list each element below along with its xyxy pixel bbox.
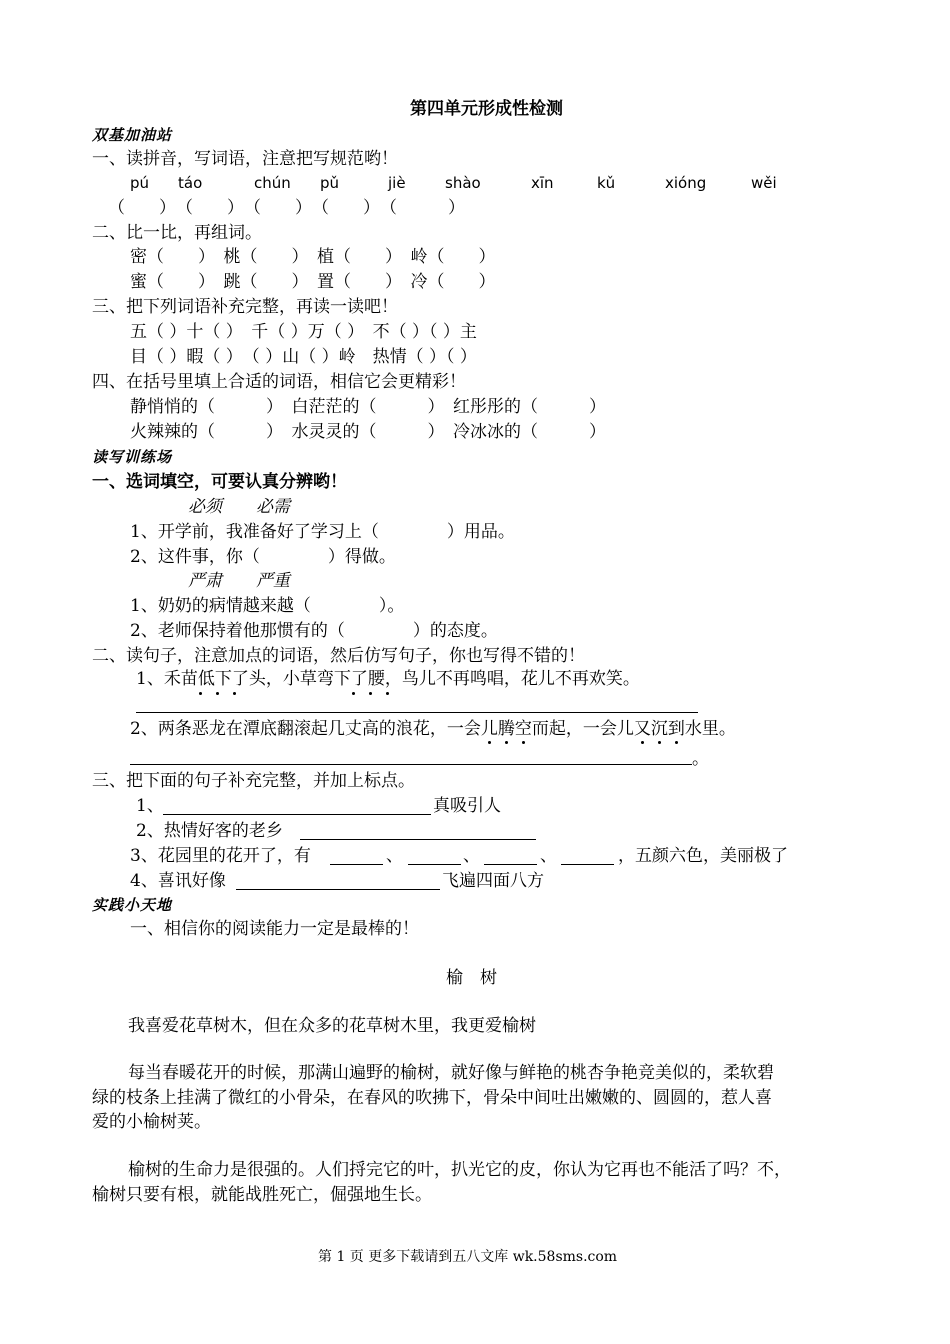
q4-heading: 四、在括号里填上合适的词语，相信它会更精彩！ (92, 372, 466, 392)
emphasis-dot (199, 692, 202, 695)
section-heading-basics: 双基加油站 (92, 126, 173, 144)
answer-line[interactable] (300, 839, 536, 840)
rw1-sentence-4: 2、老师保持着他那惯有的（ ）的态度。 (130, 621, 498, 641)
rw3-s2-pre: 2、热情好客的老乡 (136, 821, 283, 841)
answer-line[interactable] (130, 764, 692, 765)
rw1-sentence-1: 1、开学前，我准备好了学习上（ ）用品。 (130, 522, 515, 542)
article-paragraph-2-line-2: 绿的枝条上挂满了微红的小骨朵，在春风的吹拂下，骨朵中间吐出嫩嫩的、圆圆的，惹人喜 (92, 1088, 772, 1108)
answer-line[interactable] (484, 864, 537, 865)
rw3-s3-pre: 3、花园里的花开了，有 (130, 846, 311, 866)
emphasis-dot (675, 741, 678, 744)
q1-heading: 一、读拼音，写词语，注意把写规范哟！ (92, 149, 398, 169)
answer-line[interactable] (136, 712, 698, 713)
q2-row-1: 密（ ） 桃（ ） 植（ ） 岭（ ） (130, 247, 496, 267)
practice-heading: 一、相信你的阅读能力一定是最棒的！ (130, 919, 419, 939)
emphasis-dot (216, 692, 219, 695)
pinyin-2: táo (178, 174, 203, 192)
rw3-s4-post: 飞遍四面八方 (442, 871, 544, 891)
section-heading-reading-writing: 读写训练场 (92, 448, 173, 466)
rw2-heading: 二、读句子，注意加点的词语，然后仿写句子，你也写得不错的！ (92, 646, 585, 666)
pinyin-3: chún (254, 174, 291, 192)
page-footer: 第 1 页 更多下载请到五八文库 wk.58sms.com (318, 1249, 618, 1265)
q3-row-1: 五（ ）十（ ） 千（ ）万（ ） 不（ ）（ ）主 (130, 322, 477, 342)
pinyin-10: wěi (751, 174, 777, 192)
pinyin-7: xīn (531, 174, 554, 192)
page-title: 第四单元形成性检测 (410, 99, 563, 119)
answer-line[interactable] (408, 864, 461, 865)
emphasis-dot (505, 741, 508, 744)
emphasis-dot (522, 741, 525, 744)
pinyin-8: kǔ (597, 174, 616, 192)
rw3-s1-pre: 1、 (136, 796, 164, 816)
q2-heading: 二、比一比，再组词。 (92, 223, 262, 243)
rw1-word-pair-2: 严肃 严重 (188, 571, 290, 591)
separator: 、 (386, 846, 403, 866)
rw3-s1-post: 真吸引人 (433, 796, 501, 816)
rw3-s3-post: ，五颜六色，美丽极了 (618, 846, 788, 866)
q3-row-2: 目（ ）暇（ ） （ ）山（ ）岭 热情（ ）（ ） (130, 347, 477, 367)
rw1-heading: 一、选词填空，可要认真分辨哟！ (92, 472, 347, 492)
rw1-word-pair-1: 必须 必需 (188, 497, 290, 517)
q4-row-1: 静悄悄的（ ） 白茫茫的（ ） 红彤彤的（ ） (130, 397, 606, 417)
q1-answer-brackets: （ ） （ ） （ ） （ ） （ ） (108, 198, 465, 218)
separator: 、 (463, 846, 480, 866)
section-heading-practice: 实践小天地 (92, 896, 173, 914)
emphasis-dot (386, 692, 389, 695)
answer-line[interactable] (330, 864, 383, 865)
emphasis-dot (658, 741, 661, 744)
pinyin-4: pǔ (320, 174, 340, 192)
end-mark: 。 (692, 749, 709, 769)
emphasis-dot (488, 741, 491, 744)
rw3-heading: 三、把下面的句子补充完整，并加上标点。 (92, 771, 415, 791)
rw3-s4-pre: 4、喜讯好像 (130, 871, 226, 891)
pinyin-5: jiè (388, 174, 406, 192)
answer-line[interactable] (561, 864, 614, 865)
emphasis-dot (233, 692, 236, 695)
emphasis-dot (352, 692, 355, 695)
pinyin-9: xióng (665, 174, 707, 192)
article-paragraph-2-line-1: 每当春暖花开的时候，那满山遍野的榆树，就好像与鲜艳的桃杏争艳竞美似的，柔软碧 (128, 1063, 774, 1083)
rw1-sentence-2: 2、这件事，你（ ）得做。 (130, 547, 396, 567)
rw2-sentence-2: 2、两条恶龙在潭底翻滚起几丈高的浪花，一会儿腾空而起，一会儿又沉到水里。 (130, 719, 736, 739)
q3-heading: 三、把下列词语补充完整，再读一读吧！ (92, 297, 398, 317)
separator: 、 (540, 846, 557, 866)
pinyin-1: pú (130, 174, 150, 192)
article-paragraph-3-line-1: 榆树的生命力是很强的。人们捋完它的叶，扒光它的皮，你认为它再也不能活了吗？不， (128, 1160, 791, 1180)
emphasis-dot (641, 741, 644, 744)
q4-row-2: 火辣辣的（ ） 水灵灵的（ ） 冷冰冰的（ ） (130, 422, 606, 442)
rw2-sentence-1: 1、禾苗低下了头，小草弯下了腰，鸟儿不再鸣唱，花儿不再欢笑。 (136, 669, 640, 689)
article-title: 榆 树 (446, 968, 497, 988)
answer-line[interactable] (163, 814, 431, 815)
rw1-sentence-3: 1、奶奶的病情越来越（ ）。 (130, 596, 405, 616)
article-paragraph-2-line-3: 爱的小榆树荚。 (92, 1112, 211, 1132)
pinyin-6: shào (445, 174, 481, 192)
article-paragraph-3-line-2: 榆树只要有根，就能战胜死亡，倔强地生长。 (92, 1185, 432, 1205)
emphasis-dot (369, 692, 372, 695)
article-paragraph-1: 我喜爱花草树木，但在众多的花草树木里，我更爱榆树 (128, 1016, 536, 1036)
answer-line[interactable] (236, 889, 440, 890)
q2-row-2: 蜜（ ） 跳（ ） 置（ ） 冷（ ） (130, 272, 496, 292)
